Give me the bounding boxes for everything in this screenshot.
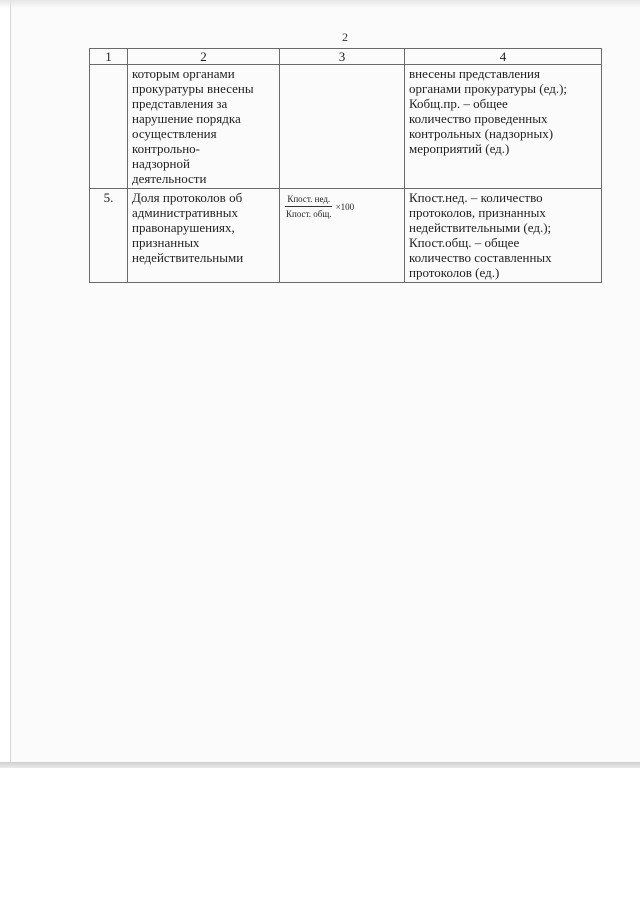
formula-denominator: Кпост. общ. bbox=[286, 209, 332, 219]
formula-numerator: Кпост. нед. bbox=[285, 194, 332, 207]
text-line: Кпост.нед. – количество bbox=[409, 190, 543, 205]
row-5-formula bbox=[280, 189, 405, 283]
fraction bbox=[284, 194, 334, 220]
text-line: Доля протоколов об bbox=[132, 190, 243, 205]
row-continued-number bbox=[90, 65, 128, 189]
header-col-3: 3 bbox=[280, 49, 405, 65]
text-line: Кпост.общ. – общее bbox=[409, 235, 520, 250]
text-line: административных bbox=[132, 205, 238, 220]
formula-multiplier: ×100 bbox=[335, 201, 355, 212]
text-line: правонарушениях, bbox=[132, 220, 235, 235]
text-line: которым органами bbox=[132, 66, 235, 81]
table-row-5 bbox=[90, 189, 602, 283]
text-line: признанных bbox=[132, 235, 200, 250]
text-line: количество составленных bbox=[409, 250, 552, 265]
scan-top-shadow bbox=[0, 0, 640, 8]
header-col-1: 1 bbox=[90, 49, 128, 65]
row-5-legend bbox=[405, 189, 602, 283]
text-line: недействительными (ед.); bbox=[409, 220, 552, 235]
text-line: осуществления bbox=[132, 126, 217, 141]
row-continued-description bbox=[128, 65, 280, 189]
text-line: контрольно- bbox=[132, 141, 200, 156]
text-line: надзорной bbox=[132, 156, 190, 171]
text-line: представления за bbox=[132, 96, 228, 111]
row-5-number: 5. bbox=[90, 189, 128, 283]
text-line: органами прокуратуры (ед.); bbox=[409, 81, 568, 96]
text-line: протоколов (ед.) bbox=[409, 265, 500, 280]
table-header-row bbox=[90, 49, 602, 65]
scan-bottom-edge bbox=[0, 762, 640, 768]
text-line: Кобщ.пр. – общее bbox=[409, 96, 508, 111]
table-row-continued bbox=[90, 65, 602, 189]
text-line: мероприятий (ед.) bbox=[409, 141, 510, 156]
text-line: внесены представления bbox=[409, 66, 540, 81]
text-line: прокуратуры внесены bbox=[132, 81, 254, 96]
row-5-description bbox=[128, 189, 280, 283]
page-number: 2 bbox=[342, 30, 348, 44]
row-continued-legend bbox=[405, 65, 602, 189]
text-line: недействительными bbox=[132, 250, 244, 265]
header-col-2: 2 bbox=[128, 49, 280, 65]
formula bbox=[284, 194, 354, 220]
text-line: контрольных (надзорных) bbox=[409, 126, 554, 141]
text-line: количество проведенных bbox=[409, 111, 548, 126]
text-line: нарушение порядка bbox=[132, 111, 241, 126]
text-line: протоколов, признанных bbox=[409, 205, 546, 220]
row-continued-formula bbox=[280, 65, 405, 189]
header-col-4: 4 bbox=[405, 49, 602, 65]
indicators-table bbox=[89, 48, 602, 283]
text-line: деятельности bbox=[132, 171, 207, 186]
